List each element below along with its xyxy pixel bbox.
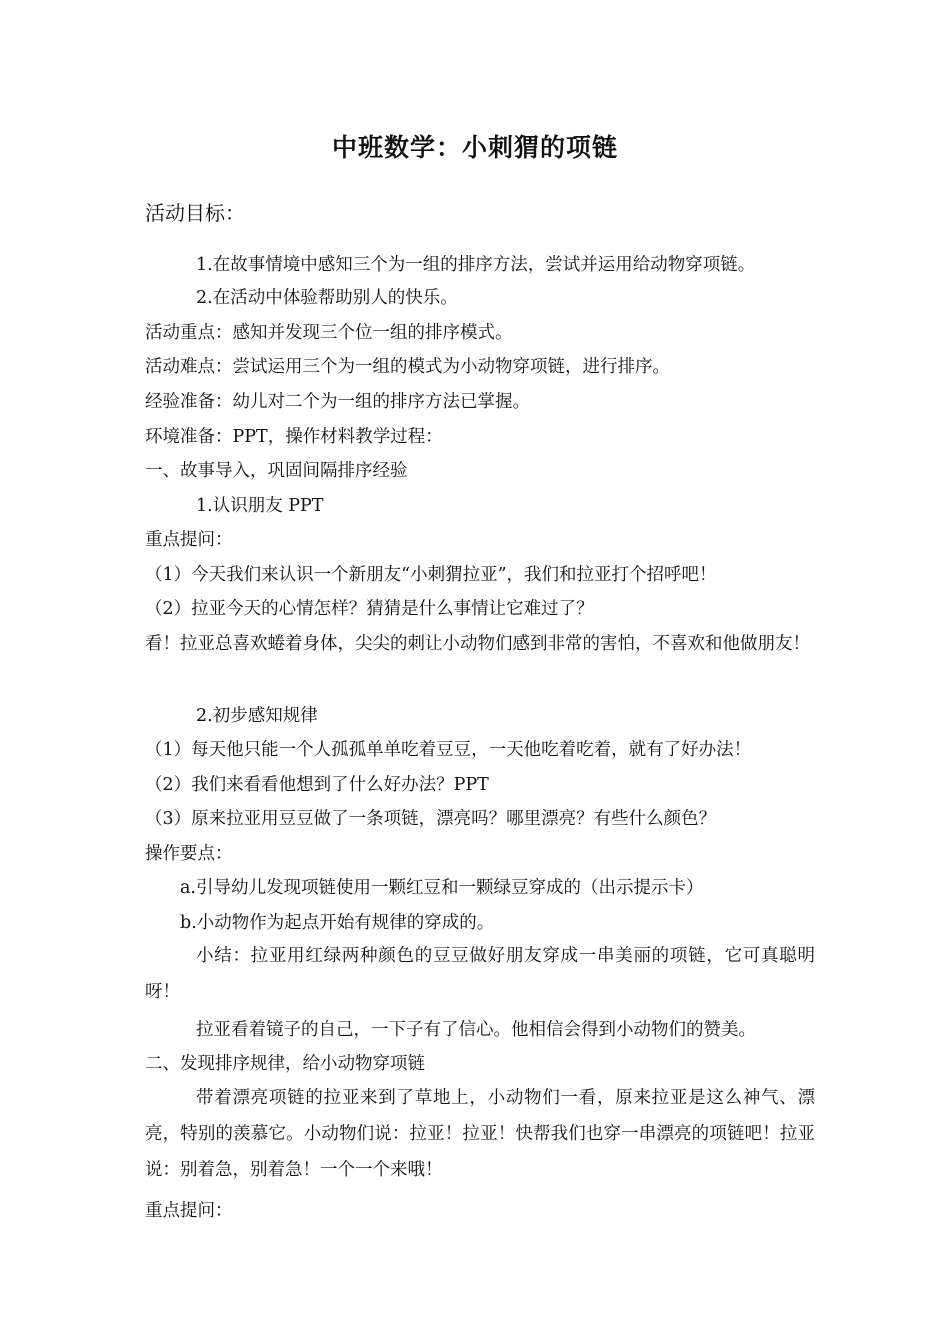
section-heading-discover: 二、发现排序规律，给小动物穿项链 [145, 1054, 425, 1074]
environment-prep-line: 环境准备：PPT，操作材料教学过程： [145, 427, 443, 447]
step-meet-friend: 1.认识朋友 PPT [196, 496, 324, 516]
key-questions-label: 重点提问： [145, 530, 233, 550]
step-perceive-pattern: 2.初步感知规律 [196, 706, 318, 726]
question-1: （1）今天我们来认识一个新朋友“小刺猬拉亚”，我们和拉亚打个招呼吧！ [145, 565, 717, 585]
operation-point-b: b.小动物作为起点开始有规律的穿成的。 [180, 913, 495, 933]
goal-item-1: 1.在故事情境中感知三个为一组的排序方法，尝试并运用给动物穿项链。 [196, 255, 756, 275]
section-heading-story: 一、故事导入，巩固间隔排序经验 [145, 461, 408, 481]
summary-paragraph: 小结：拉亚用红绿两种颜色的豆豆做好朋友穿成一串美丽的项链，它可真聪明呀！ [145, 946, 815, 1002]
story-paragraph-1: 看！拉亚总喜欢蜷着身体，尖尖的刺让小动物们感到非常的害怕，不喜欢和他做朋友！ [145, 634, 810, 654]
section-heading-goals: 活动目标： [145, 201, 245, 225]
operation-point-a: a.引导幼儿发现项链使用一颗红豆和一颗绿豆穿成的（出示提示卡） [180, 878, 704, 898]
document-title: 中班数学：小刺猬的项链 [331, 133, 618, 162]
goal-item-2: 2.在活动中体验帮助别人的快乐。 [196, 288, 458, 308]
confidence-paragraph: 拉亚看着镜子的自己，一下子有了信心。他相信会得到小动物们的赞美。 [196, 1020, 756, 1040]
experience-prep-line: 经验准备：幼儿对二个为一组的排序方法已掌握。 [145, 392, 530, 412]
key-questions-label-2: 重点提问： [145, 1201, 233, 1221]
pattern-item-3: （3）原来拉亚用豆豆做了一条项链，漂亮吗？哪里漂亮？有些什么颜色？ [145, 809, 717, 829]
operation-points-label: 操作要点： [145, 844, 233, 864]
key-point-line: 活动重点：感知并发现三个位一组的排序模式。 [145, 323, 513, 343]
pattern-item-1: （1）每天他只能一个人孤孤单单吃着豆豆，一天他吃着吃着，就有了好办法！ [145, 740, 752, 760]
pattern-item-2: （2）我们来看看他想到了什么好办法？PPT [145, 775, 489, 795]
question-2: （2）拉亚今天的心情怎样？猜猜是什么事情让它难过了？ [145, 599, 594, 619]
story-paragraph-2: 带着漂亮项链的拉亚来到了草地上，小动物们一看，原来拉亚是这么神气、漂亮，特别的羡慕它。小动物们说：拉亚！拉亚！快帮我们也穿一串漂亮的项链吧！拉亚说：别着急，别着急！一个一个来哦！ [145, 1088, 815, 1180]
difficulty-line: 活动难点：尝试运用三个为一组的模式为小动物穿项链，进行排序。 [145, 357, 670, 377]
